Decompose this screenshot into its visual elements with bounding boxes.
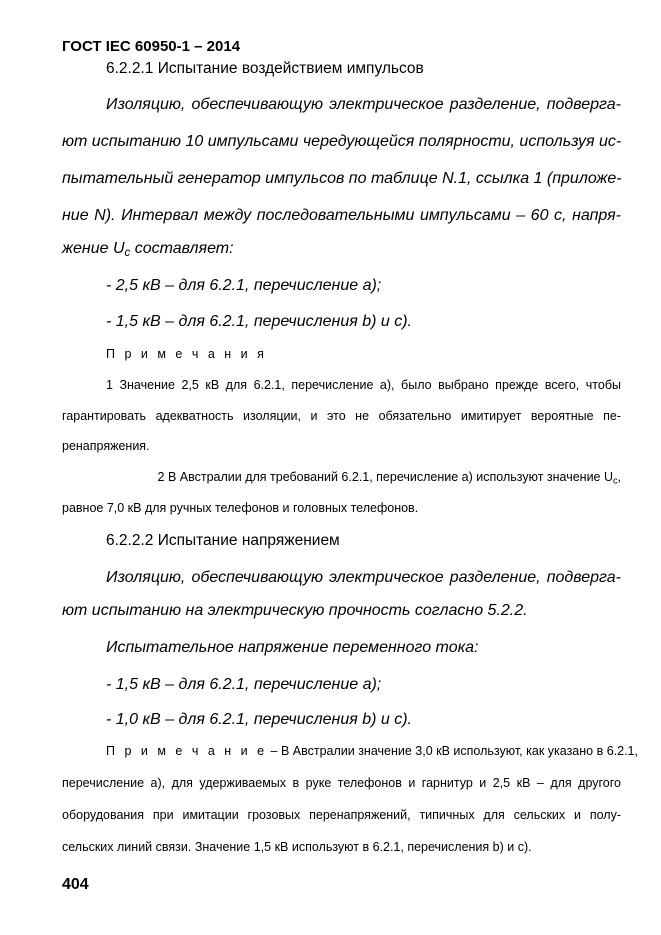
note-line: равное 7,0 кВ для ручных телефонов и головных телефонов. — [62, 501, 419, 515]
paragraph-line: Испытательное напряжение переменного тока: — [106, 639, 479, 656]
note-line — [106, 744, 638, 758]
section-heading-6-2-2-1: 6.2.2.1 Испытание воздействием импульсов — [106, 60, 424, 77]
document-header: ГОСТ IEC 60950-1 – 2014 — [62, 38, 241, 55]
list-item: - 1,0 кВ – для 6.2.1, перечисления b) и с). — [106, 711, 412, 728]
text-fragment: составляет: — [130, 240, 234, 257]
section-heading-6-2-2-2: 6.2.2.2 Испытание напряжением — [106, 532, 340, 549]
note-label: П р и м е ч а н и е — [106, 744, 268, 758]
note-line: оборудования при имитации грозовых перенапряжений, типичных для сельских и полу- — [62, 808, 621, 822]
list-item: - 2,5 кВ – для 6.2.1, перечисление а); — [106, 277, 382, 294]
note-line: ренапряжения. — [62, 439, 150, 453]
note-line: 1 Значение 2,5 кВ для 6.2.1, перечисление а), было выбрано прежде всего, чтобы — [106, 378, 621, 392]
paragraph-line — [62, 240, 234, 259]
notes-title: П р и м е ч а н и я — [106, 347, 267, 361]
paragraph-line: ют испытанию на электрическую прочность согласно 5.2.2. — [62, 602, 528, 619]
subscript: c — [613, 475, 618, 486]
paragraph-line: ют испытанию 10 импульсами чередующейся полярности, используя ис- — [62, 133, 622, 150]
page-number: 404 — [62, 876, 89, 893]
subscript: c — [124, 246, 131, 259]
text-fragment: – В Австралии значение 3,0 кВ используют, как указано в 6.2.1, — [270, 744, 638, 758]
paragraph-line: пытательный генератор импульсов по таблице N.1, ссылка 1 (приложе- — [62, 170, 622, 187]
note-line: перечисление а), для удерживаемых в руке телефонов и гарнитур и 2,5 кВ – для другого — [62, 776, 621, 790]
paragraph-line: ние N). Интервал между последовательными импульсами – 60 с, напря- — [62, 207, 621, 224]
text-fragment: , — [617, 470, 621, 484]
note-line — [106, 470, 621, 485]
list-item: - 1,5 кВ – для 6.2.1, перечисления b) и с). — [106, 313, 412, 330]
text-fragment: жение U — [62, 240, 125, 257]
text-fragment: 2 В Австралии для требований 6.2.1, перечисление а) используют значение U — [157, 470, 614, 484]
paragraph-line: Изоляцию, обеспечивающую электрическое разделение, подверга- — [106, 96, 621, 113]
paragraph-line: Изоляцию, обеспечивающую электрическое разделение, подверга- — [106, 569, 621, 586]
note-line: гарантировать адекватность изоляции, и это не обязательно имитирует вероятные пе- — [62, 409, 621, 423]
note-line: сельских линий связи. Значение 1,5 кВ используют в 6.2.1, перечисления b) и с). — [62, 840, 532, 854]
list-item: - 1,5 кВ – для 6.2.1, перечисление а); — [106, 676, 382, 693]
